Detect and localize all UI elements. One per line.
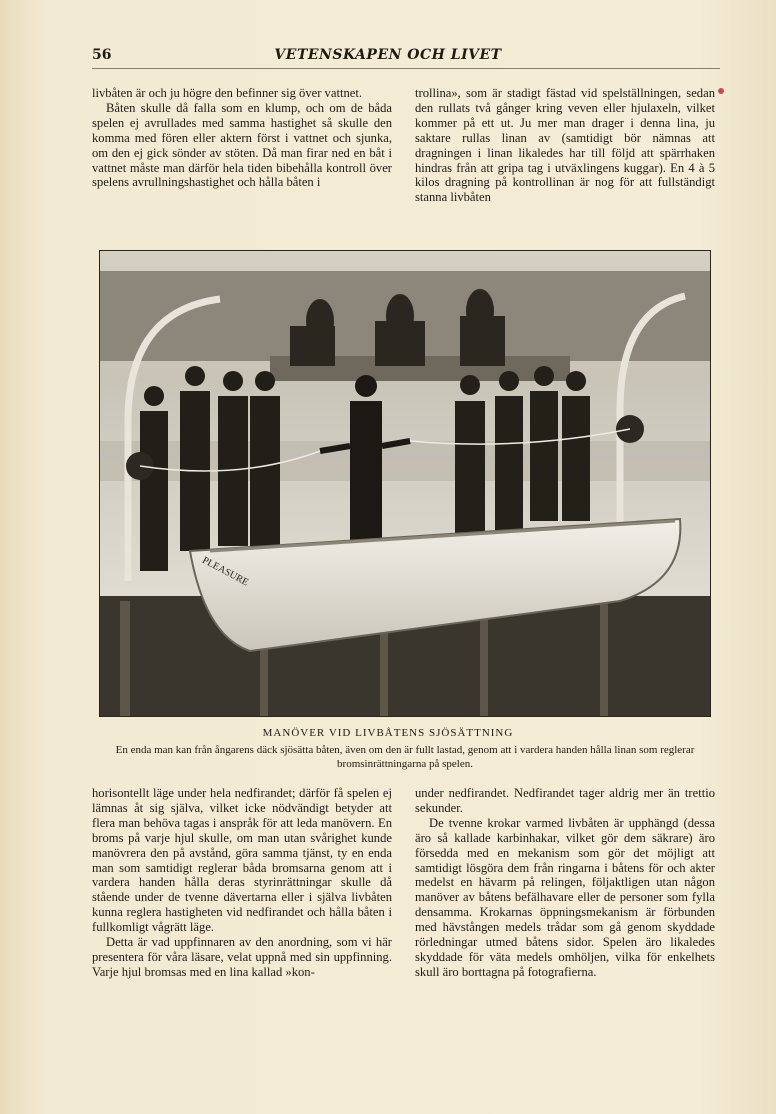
seated-men <box>290 289 505 366</box>
journal-title: VETENSKAPEN OCH LIVET <box>274 47 502 63</box>
top-left-column <box>92 86 392 190</box>
caption-text: En enda man kan från ångarens däck sjösätta båten, även om den är fullt lastad, genom att i vardera handen hålla linan som reglerar bromsinrättningarna på spelen. <box>115 744 695 770</box>
top-right-column <box>415 86 715 205</box>
header-rule <box>92 68 720 69</box>
paragraph: horisontellt läge under hela nedfirandet; därför få spelen ej lämnas åt sig själva, vilket icke nödvändigt betyder att flera man behöva tagas i anspråk för att leda manövern. En broms på varje hjul skulle, om man utan svårighet kunde manövrera den på avstånd, göra samma tjänst, ty en enda man som samtidigt reglerar båda bromsarna genom att i vardera handen hålla deras styrinrättningar skulle då stående under de tvenne dävertarna eller i själva livbåten kunna reglera hastigheten vid nedfirandet och hålla båten i fullkomligt vågrätt läge. <box>92 786 392 935</box>
boat-name: PLEASURE <box>200 554 251 589</box>
bottom-left-column <box>92 786 392 980</box>
paragraph: Båten skulle då falla som en klump, och om de båda spelen ej avrullades med samma hastighet så skulle den komma med fören eller aktern först i vattnet och sjunka, om den ej gick sönder av stöten. Då man firar ned en båt i vattnet måste man därför hela tiden bibehålla kontroll över spelens avrullningshastighet och hålla båten i <box>92 100 392 190</box>
lifeboat-photograph <box>99 250 711 717</box>
paragraph: livbåten är och ju högre den befinner sig över vattnet. <box>92 86 362 100</box>
caption-title: MANÖVER VID LIVBÅTENS SJÖSÄTTNING <box>262 727 514 739</box>
bottom-right-column <box>415 786 715 980</box>
paragraph: under nedfirandet. Nedfirandet tager aldrig mer än trettio sekunder. <box>415 786 715 815</box>
paragraph: trollina», som är stadigt fästad vid spelställningen, sedan den rullats två gånger kring veven eller hjulaxeln, vilket kommer på ett ut. Ju mer man drager i denna lina, ju saktare rullas linan av (samtidigt bör nämnas att dragningen i linan likaledes har till följd att spärrhaken hindras från att gripa tag i utväxlingens kuggar). En 4 à 5 kilos dragning på kontrollinan är nog för att fullständigt stanna livbåten <box>415 86 715 205</box>
margin-dot <box>718 88 724 94</box>
paragraph: Detta är vad uppfinnaren av den anordning, som vi här presentera för våra läsare, velat uppnå med sin uppfinning. Varje hjul bromsas med en lina kallad »kon- <box>92 935 392 979</box>
paragraph: De tvenne krokar varmed livbåten är upphängd (dessa äro så kallade karbinhakar, vilket gör dem säkrare) äro försedda med en mekanism som gör det möjligt att samtidigt lösgöra dem från ringarna i båtens för och akter medelst en hävarm på relingen, följaktligen utan någon manöver av båtens befälhavare eller de personer som fylla densamma. Krokarnas öppningsmekanism är förbunden med hävstången medels trådar som gå genom skyddade rörledningar utmed båtens sidor. Spelen äro likaledes skyddade för väta medels omhöljen, vilka för enkelhets skull äro borttagna på fotografierna. <box>415 815 715 979</box>
page-number: 56 <box>92 47 112 63</box>
